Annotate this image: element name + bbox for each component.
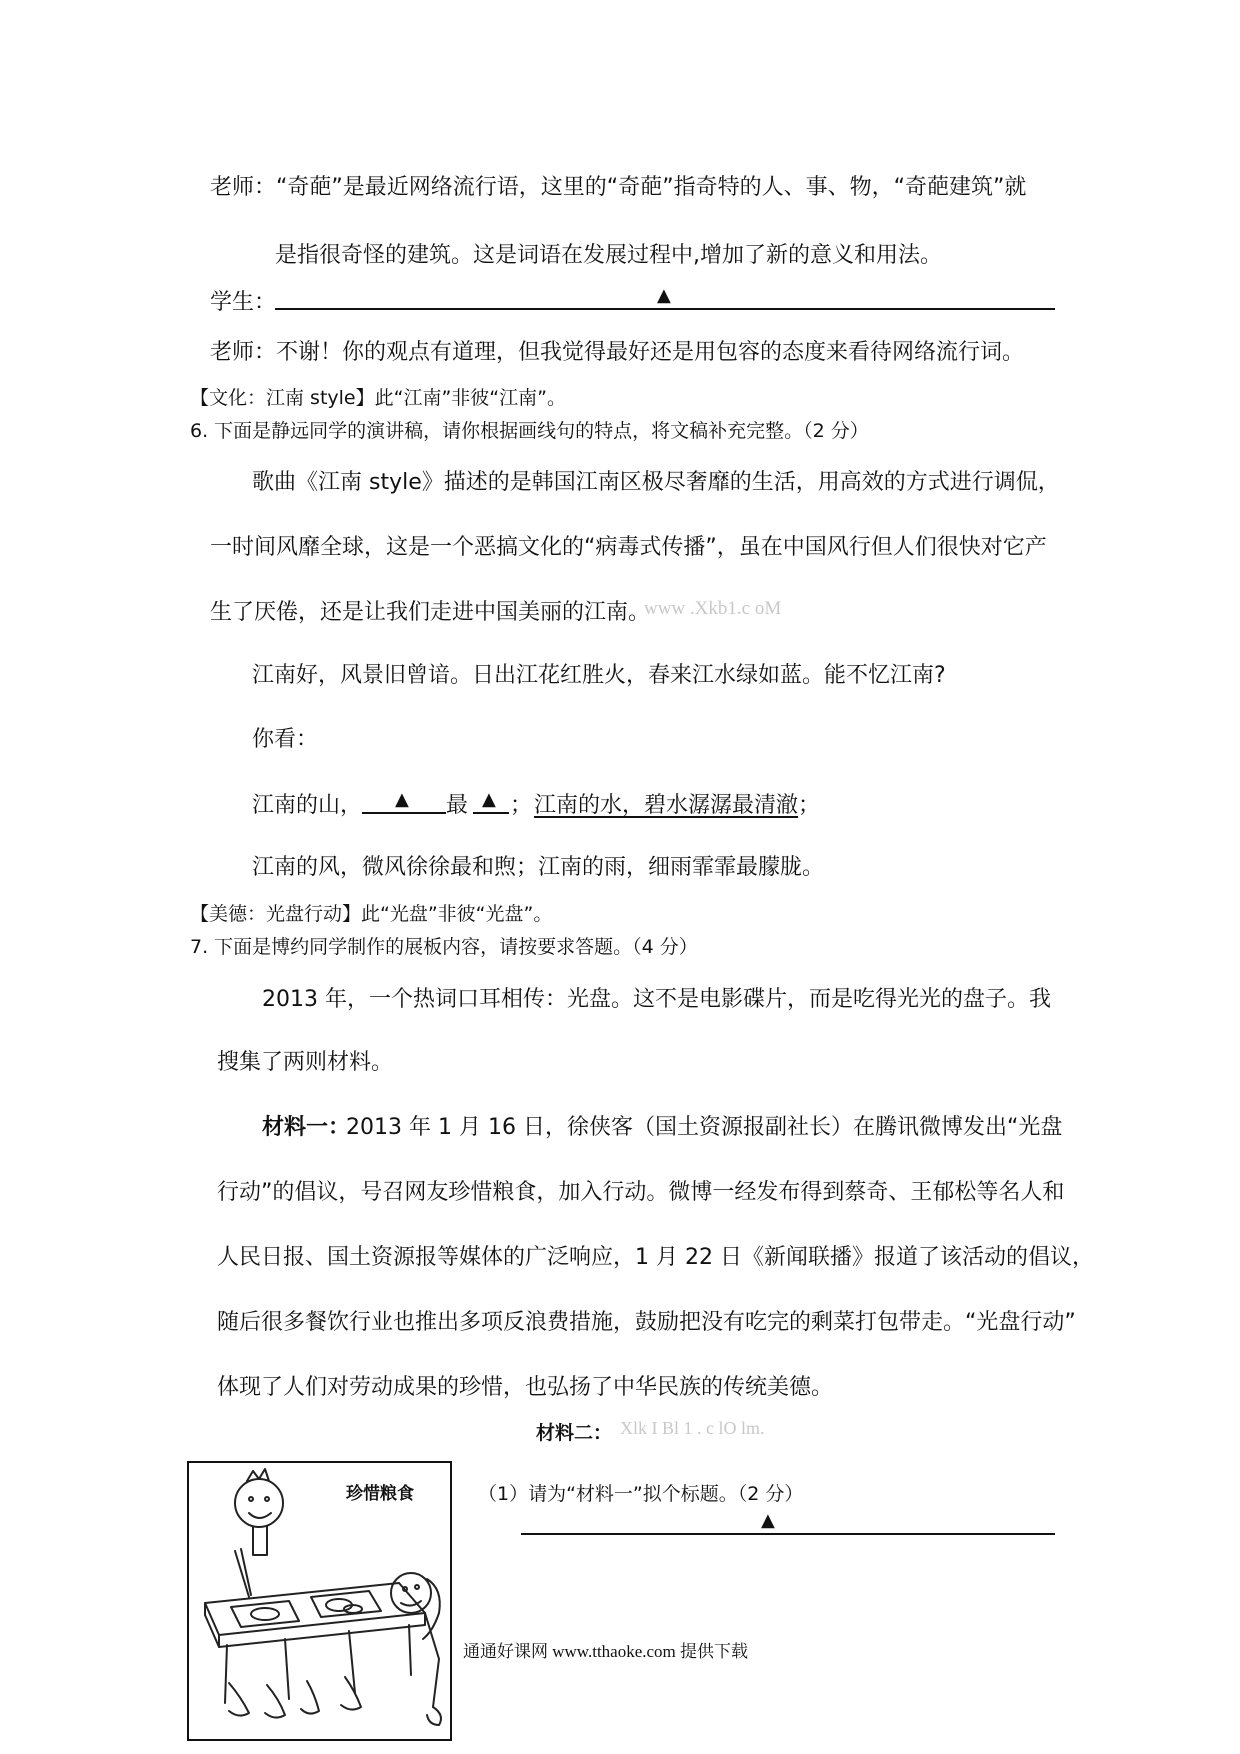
illustration-caption: 珍惜粮食 [346, 1484, 414, 1504]
student-label: 学生： [210, 290, 277, 315]
speech-line-1: 歌曲《江南 style》描述的是韩国江南区极尽奢靡的生活，用高效的方式进行调侃， [252, 470, 1060, 495]
speech-mountain-mid: 最 [446, 793, 469, 818]
speech-water-underlined: 江南的水，碧水潺潺最清澈 [534, 793, 799, 818]
material-1-line-5: 体现了人们对劳动成果的珍惜，也弘扬了中华民族的传统美德。 [217, 1375, 834, 1400]
placemat-left [231, 1601, 299, 1627]
teacher-line-2: 是指很奇怪的建筑。这是词语在发展过程中,增加了新的意义和用法。 [275, 243, 942, 268]
material-1-line-2: 行动”的倡议，号召网友珍惜粮食，加入行动。微博一经发布得到蔡奇、王郁松等名人和 [217, 1180, 1065, 1205]
footer-source: 通通好课网 www.tthaoke.com 提供下载 [463, 1642, 749, 1661]
speech-line-2: 一时间风靡全球，这是一个恶搞文化的“病毒式传播”，虽在中国风行但人们很快对它产 [210, 535, 1047, 560]
virtue-heading: 【美德：光盘行动】此“光盘”非彼“光盘”。 [190, 903, 553, 925]
material-1-label: 材料一： [262, 1115, 351, 1140]
watermark-1: www .Xkb1.c oM [644, 598, 782, 619]
mountain-blank-2[interactable] [473, 812, 509, 814]
speech-mountain-start: 江南的山， [252, 793, 363, 818]
answer-marker: ▲ [657, 285, 671, 306]
mountain-marker-2: ▲ [482, 789, 496, 810]
teacher-reply: 老师：不谢！你的观点有道理，但我觉得最好还是用包容的态度来看待网络流行词。 [210, 340, 1025, 365]
girl-head [391, 1573, 431, 1613]
title-answer-marker: ▲ [761, 1510, 775, 1531]
speech-water-end: ； [798, 793, 821, 818]
speech-mountain-sep: ； [510, 793, 533, 818]
watermark-2: Xlk I Bl 1 . c lO lm. [620, 1418, 765, 1438]
intro-line-2: 搜集了两则材料。 [217, 1050, 394, 1075]
material-2-label: 材料二： [536, 1422, 613, 1444]
student-answer-blank[interactable] [275, 308, 1055, 310]
speech-look: 你看： [252, 727, 319, 752]
culture-heading: 【文化：江南 style】此“江南”非彼“江南”。 [190, 387, 566, 409]
sub-question-1: （1）请为“材料一”拟个标题。（2 分） [478, 1483, 804, 1505]
children-eating-drawing [189, 1463, 450, 1739]
material-1-line-3: 人民日报、国土资源报等媒体的广泛响应，1 月 22 日《新闻联播》报道了该活动的倡议， [217, 1245, 1094, 1270]
mountain-marker-1: ▲ [395, 789, 409, 810]
illustration-box [187, 1461, 452, 1741]
girl-hair [423, 1579, 440, 1639]
material-1-line-4: 随后很多餐饮行业也推出多项反浪费措施，鼓励把没有吃完的剩菜打包带走。“光盘行动” [217, 1310, 1076, 1335]
question-6: 6. 下面是静远同学的演讲稿，请你根据画线句的特点，将文稿补充完整。（2 分） [190, 420, 869, 442]
speech-wind-rain: 江南的风，微风徐徐最和煦；江南的雨，细雨霏霏最朦胧。 [252, 855, 825, 880]
title-answer-blank[interactable] [521, 1533, 1055, 1535]
placemat-right [311, 1591, 381, 1617]
material-1-line-1: 2013 年 1 月 16 日，徐侠客（国土资源报副社长）在腾讯微博发出“光盘 [346, 1115, 1063, 1140]
speech-line-3: 生了厌倦，还是让我们走进中国美丽的江南。 [210, 600, 651, 625]
teacher-line-1: 老师：“奇葩”是最近网络流行语，这里的“奇葩”指奇特的人、事、物，“奇葩建筑”就 [210, 175, 1027, 200]
question-7: 7. 下面是博约同学制作的展板内容，请按要求答题。（4 分） [190, 936, 698, 958]
intro-line-1: 2013 年，一个热词口耳相传：光盘。这不是电影碟片，而是吃得光光的盘子。我 [262, 987, 1051, 1012]
speech-poem: 江南好，风景旧曾谙。日出江花红胜火，春来江水绿如蓝。能不忆江南? [252, 663, 946, 688]
boy-head [235, 1479, 283, 1527]
mountain-blank-1[interactable] [362, 812, 446, 814]
